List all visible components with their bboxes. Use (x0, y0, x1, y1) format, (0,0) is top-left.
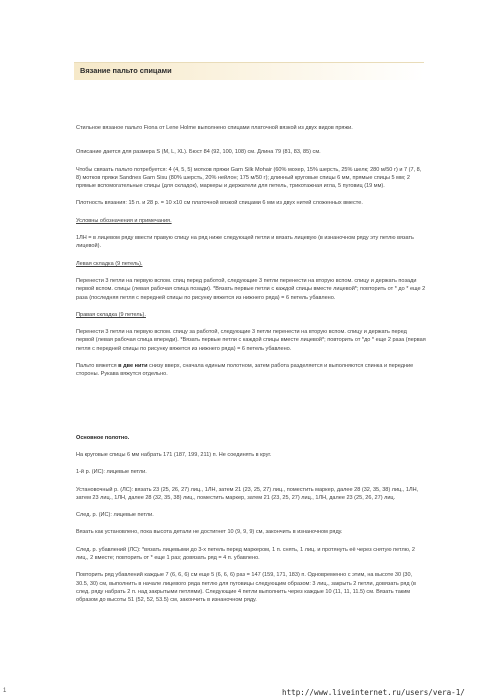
main-p5: Вязать как установлено, пока высота детали не достигнет 10 (9, 9, 9) см, закончить в изнаночном ряду. (76, 529, 343, 536)
method-post: снизу вверх, сначала единым полотном, затем работа разделяется и выполняются спинка и передние стороны. Рукава вяжутся отдельно. (76, 363, 414, 378)
legend-1ln: 1ЛН = в лицевом ряду ввести правую спицу на ряд ниже следующей петли и вязать лицевую (в изнаночном ряду эту петлю вязать лицевой). (76, 235, 414, 250)
page-number: 1 (3, 688, 7, 694)
right-fold-heading: Правая складка (9 петель). (76, 311, 146, 318)
section-gap (76, 388, 426, 434)
right-fold-text: Перенести 3 петли на первую вспом. спицу за работой, следующие 3 петли перенести на вторую вспом. спицу и держать перед первой (левая рабочая спица впереди). *Вязать первые петли с каждой спицы вместе лицевой*; повторить от *до * еще 2 раза (первая петля с передней спицы по рисунку вяжется из нижнего ряда) = 6 петель убавлено. (76, 329, 426, 352)
left-fold-heading: Левая складка (9 петель). (76, 260, 143, 267)
page-title: Вязание пальто спицами (80, 66, 172, 75)
method-pre: Пальто вяжется (76, 363, 119, 370)
main-p1: На круговые спицы 6 мм набрать 171 (187, 199, 211) п. Не соединять в круг. (76, 451, 272, 458)
method-paragraph (76, 362, 426, 379)
main-p4: След. р. (ИС): лицевые петли. (76, 512, 154, 519)
source-url[interactable]: http://www.liveinternet.ru/users/vera-1/ (282, 688, 465, 697)
gauge-paragraph: Плотность вязания: 15 п. и 28 р. = 10 х10 см платочной вязкой спицами 6 мм из двух нитей сложенных вместе. (76, 200, 363, 207)
main-p7: Повторить ряд убавлений каждые 7 (6, 6, 6) см еще 5 (6, 6, 6) раз = 147 (159, 171, 183) п. Одновременно с этим, на высоте 30 (30, 30.5, 30) см, выполнить в начале лицевого ряда петлю для пуговицы следующим образом: 3 лиц., закрыть 2 петли, довязать ряд (в след. ряду набрать 2 п. над закрытыми петлями). Следующие 4 петли выполнить через каждые 10 (11, 11, 11.5) см. Вязать таким образом до высоты 51 (52, 52, 53.5) см, закончить в изнаночном ряду. (76, 572, 416, 604)
left-fold-text: Перенести 3 петли на первую вспом. спиц перед работой, следующие 3 петли перенести на вторую вспом. спицу и держать позади первой вспом. спицы (левая рабочая спица позади). *Вязать первые петли с каждой спицы вместе лицевой*; повторить от * до * еще 2 раза (последняя петля с передней спицы по рисунку вяжется из нижнего ряда) = 6 петель убавлено. (76, 277, 426, 301)
intro-paragraph: Стильное вязаное пальто Fiona от Lene Holme выполнено спицами платочной вязкой из двух видов пряжи. (76, 125, 353, 131)
materials-paragraph: Чтобы связать пальто потребуется: 4 (4, 5, 5) мотков пряжи Garn Silk Mohair (60% мохер, 15% шерсть, 25% шелк; 280 м/50 г) и 7 (7, 8, 8) мотков пряжи Sandnes Garn Sisu (80% шерсть, 20% нейлон; 175 м/50 г); длинный круговые спицы 6 мм, прямые спицы 5 мм; 2 прямые вспомогательные спицы (для складок), маркеры и держатели для петель, трикотажная игла, 5 пуговиц (19 мм). (76, 166, 422, 190)
method-bold: в две нити (118, 363, 148, 370)
main-p2: 1-й р. (ИС): лицевые петли. (76, 469, 147, 476)
title-bar (74, 62, 424, 80)
section-heading-main: Основное полотно. (76, 434, 130, 441)
main-p6: След. р. убавлений (ЛС): *вязать лицевыми до 3-х петель перед маркером, 1 п. снять, 1 лиц. и протянуть её через снятую петлю, 2 лиц., 2 вместе; повторить от * еще 1 раз; довязать ряд = 4 п. убавлено. (76, 546, 416, 562)
document-body (76, 124, 426, 614)
legend-heading: Условны обозначения и примечания. (76, 217, 172, 224)
main-p3: Установочный р. (ЛС): вязать 23 (25, 26, 27) лиц., 1ЛН, затем 21 (23, 25, 27) лиц., поместить маркер, далее 28 (32, 35, 38) лиц., 1ЛН, затем 23 лиц., 1ЛН, далее 28 (32, 35, 38) лиц., поместить маркер, затем 21 (23, 25, 27) лиц., 1ЛН, далее 23 (25, 26, 27) лиц. (76, 486, 419, 501)
sizes-paragraph: Описание дается для размера S (M, L, XL). Бюст 84 (92, 100, 108) см. Длина 79 (81, 83, 85) см. (76, 149, 321, 156)
